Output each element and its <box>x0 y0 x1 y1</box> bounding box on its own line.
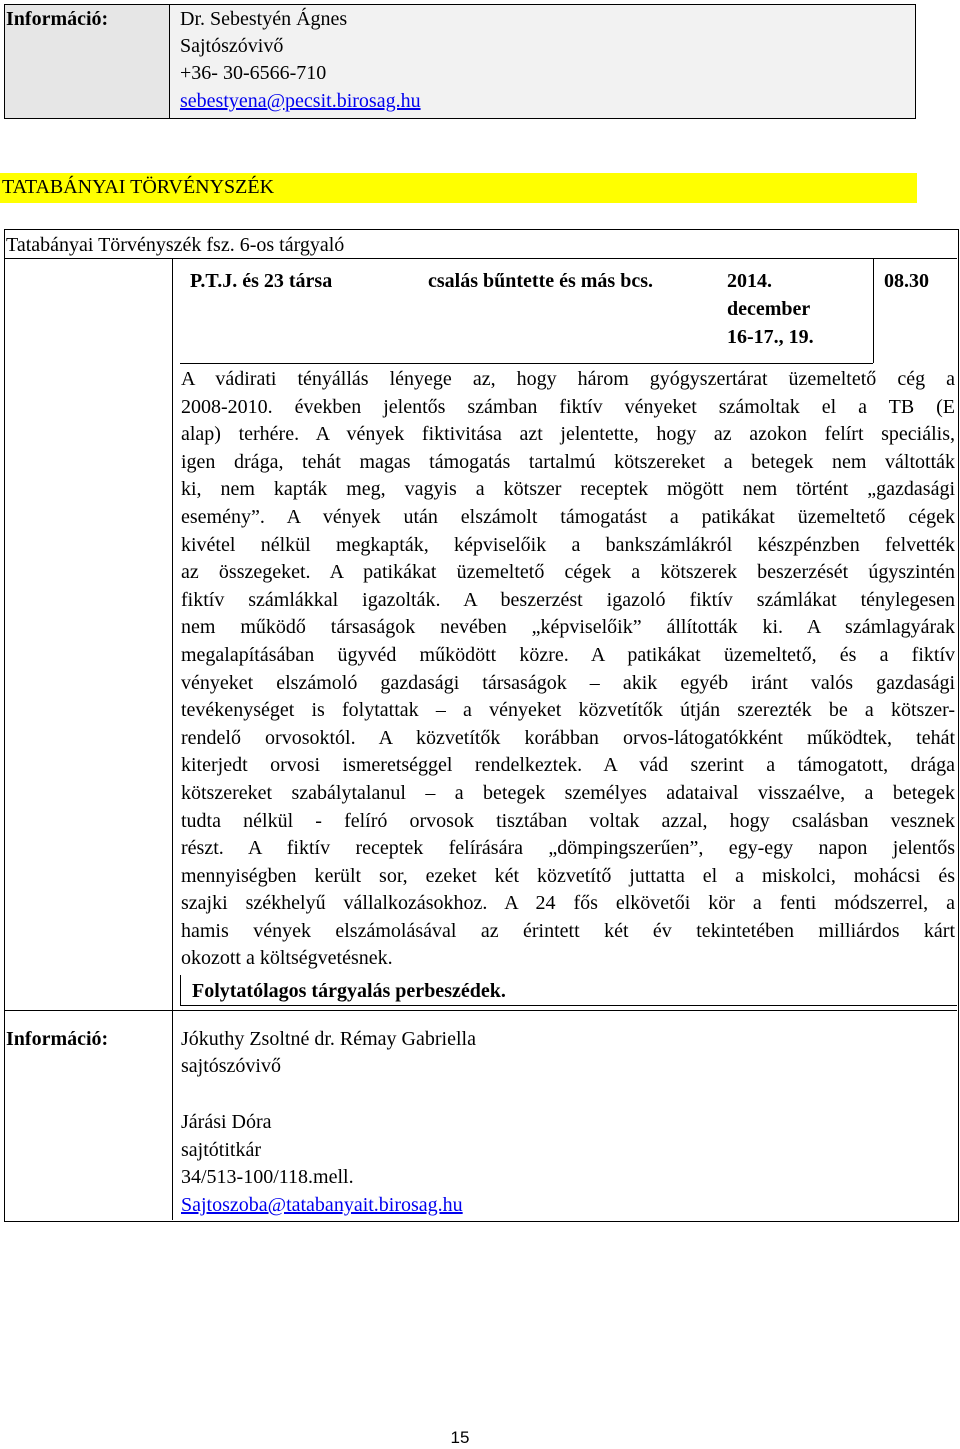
secretary-name: Járási Dóra <box>181 1111 272 1133</box>
case-time: 08.30 <box>884 270 929 292</box>
info-label-2: Információ: <box>6 1028 109 1050</box>
description-line: alap) terhére. A vények fiktivitása azt jelentette, hogy az azokon felírt speciális, <box>181 423 955 446</box>
description-line: esemény”. A vények után elszámolt támogatást a patikákat üzemeltető cégek <box>181 505 955 528</box>
description-line: tevékenységet is folytattak – a vényeket közvetítők útján szerezték be a kötszer- <box>181 699 955 722</box>
press-office-email-link[interactable]: Sajtoszoba@tatabanyait.birosag.hu <box>181 1194 463 1216</box>
column-divider <box>172 258 173 1220</box>
case-charge: csalás bűntette és más bcs. <box>428 270 653 292</box>
court-location: Tatabányai Törvényszék fsz. 6-os tárgyaló <box>6 234 345 256</box>
description-line: szajki székhelyű vállalkozásokhoz. A 24 fős elkövetői kör a fenti módszerrel, a <box>181 892 955 915</box>
row-divider-2 <box>4 1010 957 1011</box>
description-line: okozott a költségvetésnek. <box>181 947 393 970</box>
description-line: mennyiségben került sor, ezeket két közvetítő juttatta el a miskolci, mohácsi és <box>181 864 955 887</box>
contact-phone: 34/513-100/118.mell. <box>181 1166 354 1188</box>
description-line: nem működő társaságok nevében „képviselőik” állították ki. A számlagyárak <box>181 616 955 639</box>
case-defendants: P.T.J. és 23 társa <box>190 270 333 292</box>
description-line: igen drága, tehát magas támogatás tartalmú kötszereket a betegek nem váltották <box>181 450 955 473</box>
press-contact-name: Dr. Sebestyén Ágnes <box>180 8 348 30</box>
time-cell-border <box>873 258 874 363</box>
description-line: fiktív számlákkal igazolták. A beszerzést igazoló fiktív számlákat ténylegesen <box>181 588 955 611</box>
description-line: részt. A fiktív receptek felírására „dömpingszerűen”, egy-egy napon jelentős <box>181 837 955 860</box>
case-description <box>181 366 955 973</box>
press-contact-role: Sajtószóvivő <box>180 35 284 57</box>
description-line: A vádirati tényállás lényege az, hogy három gyógyszertárat üzemeltető cég a <box>181 368 955 390</box>
press-contact-phone: +36- 30-6566-710 <box>180 62 327 84</box>
description-line: kiterjedt orvosi ismeretséggel rendelkeztek. A vád szerint a támogatott, drága <box>181 754 955 777</box>
case-date-line-1: 2014. <box>727 270 772 292</box>
case-date-line-3: 16-17., 19. <box>727 326 814 348</box>
note-left-border <box>180 975 181 1005</box>
spokesperson-role: sajtószóvivő <box>181 1055 281 1077</box>
row-divider <box>4 258 957 259</box>
description-line: kivétel nélkül megkapták, képviselőik a bankszámlákról készpénzben felvették <box>181 533 955 556</box>
page-number: 15 <box>450 1428 470 1447</box>
case-date-line-2: december <box>727 298 811 320</box>
case-header-bottom-border <box>180 363 873 364</box>
cell-divider <box>169 5 170 118</box>
description-line: rendelő orvosoktól. A közvetítők korábban orvos-látogatókként működtek, tehát <box>181 726 955 749</box>
description-line: hamis vények elszámolásával az érintett két év tekintetében milliárdos kárt <box>181 919 955 942</box>
description-line: kötszereket szabálytalanul – a betegek személyes adataival visszaélve, a betegek <box>181 781 955 804</box>
hearing-note: Folytatólagos tárgyalás perbeszédek. <box>192 980 506 1002</box>
court-name: TATABÁNYAI TÖRVÉNYSZÉK <box>2 176 275 198</box>
press-contact-box-1 <box>4 4 916 119</box>
description-line: megalapításában ügyvéd működött közre. A patikákat üzemeltető, és a fiktív <box>181 643 955 666</box>
description-line: tudta nélkül - felíró orvosok tisztában voltak azzal, hogy csalásban vesznek <box>181 809 955 832</box>
description-line: ki, nem kapták meg, vagyis a kötszer receptek mögött nem történt „gazdasági <box>181 478 955 501</box>
description-line: 2008-2010. években jelentős számban fiktív vényeket számoltak el a TB (E <box>181 395 955 418</box>
spokesperson-name: Jókuthy Zsoltné dr. Rémay Gabriella <box>181 1028 476 1050</box>
description-line: az összegeket. A patikákat üzemeltető cégek a kötszerek beszerzését úgyszintén <box>181 561 955 584</box>
press-contact-email-link[interactable]: sebestyena@pecsit.birosag.hu <box>180 90 421 112</box>
info-label-1: Információ: <box>6 8 109 30</box>
secretary-role: sajtótitkár <box>181 1139 261 1161</box>
description-line: vényeket elszámoló gazdasági társaságok – akik egyéb iránt valós gazdasági <box>181 671 955 694</box>
